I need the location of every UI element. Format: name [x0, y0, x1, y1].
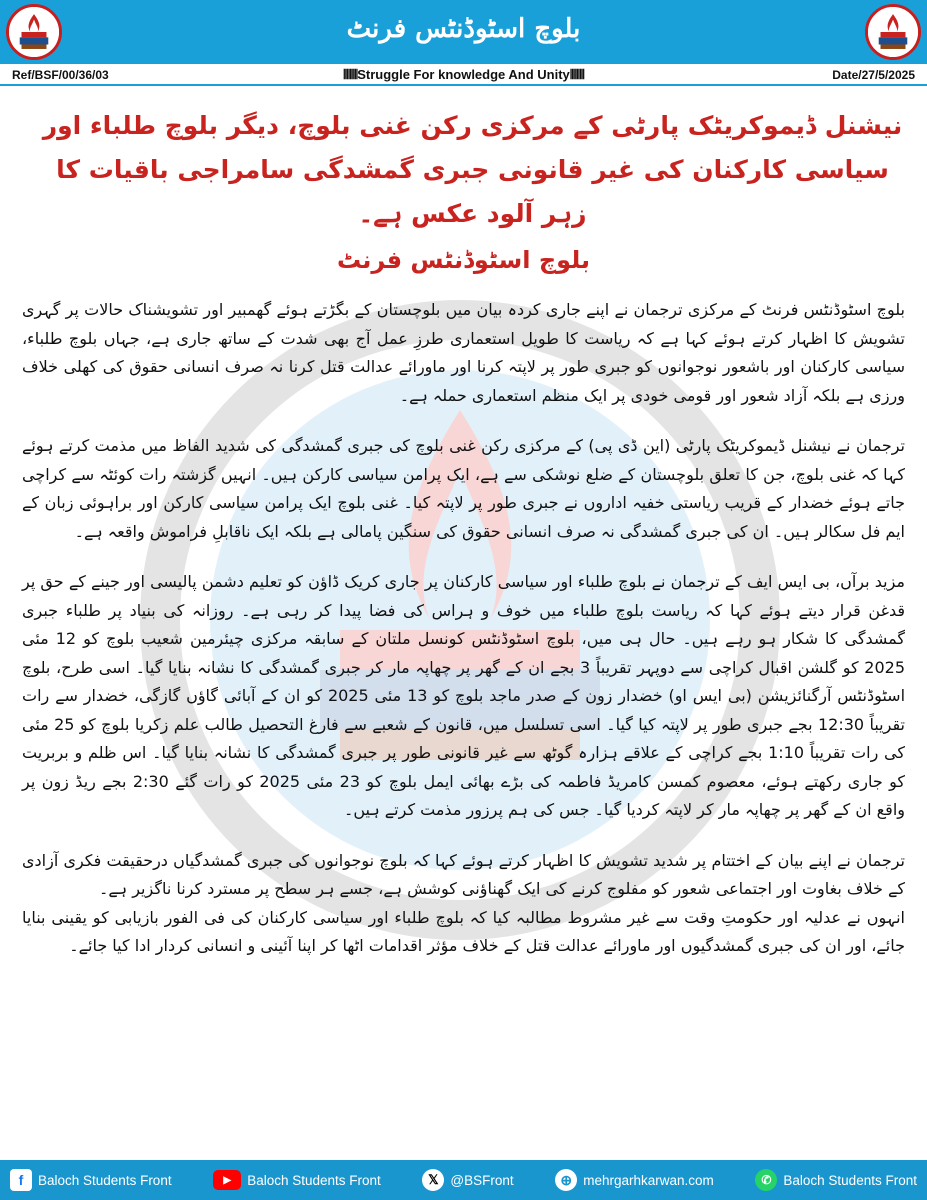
- paragraph-5: انہوں نے عدلیہ اور حکومتِ وقت سے غیر مشروط مطالبہ کیا کہ بلوچ طلباء اور سیاسی کارکنان کی فی الفور بازیابی کو یقینی بنایا جائے، اور ان کی جبری گمشدگیوں اور ماورائے عدالت قتل کے خلاف مؤثر اقدامات اٹھا کر اپنا آئینی و انسانی کردار ادا کیا جائے۔: [22, 907, 905, 955]
- website-link[interactable]: [555, 1169, 714, 1191]
- youtube-icon: ▶: [213, 1170, 241, 1190]
- statement-body: [22, 296, 905, 961]
- reference-bar: [0, 64, 927, 86]
- paragraph-4: ترجمان نے اپنے بیان کے اختتام پر شدید تشویش کا اظہار کرتے ہوئے کہا کہ بلوچ نوجوانوں کی جبری گمشدگیاں درحقیقت فکری آزادی کے خلاف بغاوت اور اجتماعی شعور کو مفلوج کرنے کی ایک گھناؤنی کوشش ہے، جسے ہر سطح پر مسترد کرنا ناگزیر ہے۔: [22, 850, 905, 898]
- subheading: بلوچ اسٹوڈنٹس فرنٹ: [336, 246, 591, 274]
- facebook-icon: f: [10, 1169, 32, 1191]
- paragraph-3: مزید برآں، بی ایس ایف کے ترجمان نے بلوچ طلباء اور سیاسی کارکنان پر جاری کریک ڈاؤن کو تعلیم دشمن پالیسی اور جینے کے حق پر قدغن قرار دیتے ہوئے کہا کہ ریاست بلوچ طلباء میں خوف و ہراس کی فضا پیدا کر رہی ہے۔ روزانہ کی بنیاد پر طلباء جبری گمشدگی کا شکار ہو رہے ہیں۔ حال ہی میں، بلوچ اسٹوڈنٹس کونسل ملتان کے سابقہ مرکزی چیئرمین شعیب بلوچ کو 12 مئی 2025 کو گلشن اقبال کراچی سے دوپہر تقریباً 3 بجے ان کے گھر پر چھاپہ مار کر جبری گمشدگی کا نشانہ بنایا گیا۔ اسی طرح، بلوچ اسٹوڈنٹس آرگنائزیشن (بی ایس او) خضدار زون کے صدر ماجد بلوچ کو 13 مئی 2025 کو ان کے آبائی گاؤں گازگی، خضدار سے رات تقریباً 12:30 بجے جبری طور پر لاپتہ کیا گیا۔ اسی تسلسل میں، قانون کے شعبے سے فارغ التحصیل طالب علم زکریا بلوچ کو 25 مئی کی رات تقریباً 1:10 بجے کراچی کے علاقے ہزارہ گوٹھ سے غیر قانونی طور پر جبری گمشدگی کا نشانہ بنایا گیا۔ اس ظلم و بربریت کو جاری رکھتے ہوئے، معصوم کمسن کامریڈ فاطمہ کی بڑے بھائی ایمل بلوچ کو 23 مئی 2025 کو رات گئے 2:30 بجے ریڈ زون پر واقع ان کے گھر پر چھاپہ مار کر لاپتہ کردیا گیا۔ جس کی ہم پرزور مذمت کرتے ہیں۔: [22, 572, 906, 819]
- website-label: mehrgarhkarwan.com: [583, 1172, 714, 1188]
- document-date: Date/27/5/2025: [832, 68, 915, 82]
- whatsapp-link[interactable]: [755, 1169, 917, 1191]
- x-label: @BSFront: [450, 1172, 514, 1188]
- facebook-link[interactable]: [10, 1169, 172, 1191]
- headline: نیشنل ڈیموکریٹک پارٹی کے مرکزی رکن غنی بلوچ، دیگر بلوچ طلباء اور سیاسی کارکنان کی غیر قانونی جبری گمشدگی سامراجی باقیات کا زہر آلود عکس ہے۔: [42, 111, 903, 228]
- motto: [0, 67, 927, 83]
- header-bar: [0, 0, 927, 64]
- motto-text: Struggle For knowledge And Unity: [357, 67, 570, 82]
- whatsapp-label: Baloch Students Front: [783, 1172, 917, 1188]
- motto-bars-left: ⦀⦀⦀: [343, 67, 358, 82]
- footer-bar: [0, 1160, 927, 1200]
- bsf-logo-right: [865, 4, 921, 60]
- x-icon: 𝕏: [422, 1169, 444, 1191]
- header-title: بلوچ اسٹوڈنٹس فرنٹ: [346, 14, 581, 44]
- youtube-label: Baloch Students Front: [247, 1172, 381, 1188]
- whatsapp-icon: ✆: [755, 1169, 777, 1191]
- paragraph-1: بلوچ اسٹوڈنٹس فرنٹ کے مرکزی ترجمان نے اپنے جاری کردہ بیان میں بلوچستان کے بگڑتے ہوئے گھمبیر اور تشویشناک حالات پر گہری تشویش کا اظہار کرتے ہوئے کہا ہے کہ ریاست کا طویل استعماری طرزِ عمل آج بھی شدت کے ساتھ جاری ہے، جہاں بلوچ طلباء، سیاسی کارکنان اور باشعور نوجوانوں کو جبری طور پر لاپتہ کرنا اور ماورائے عدالت قتل کرنا نہ صرف انسانی حقوق کی کھلی خلاف ورزی ہے بلکہ آزاد شعور اور قومی خودی پر ایک منظم استعماری حملہ ہے۔: [22, 300, 905, 405]
- reference-number: Ref/BSF/00/36/03: [12, 68, 109, 82]
- motto-bars-right: ⦀⦀⦀: [569, 67, 584, 82]
- facebook-label: Baloch Students Front: [38, 1172, 172, 1188]
- paragraph-2: ترجمان نے نیشنل ڈیموکریٹک پارٹی (این ڈی پی) کے مرکزی رکن غنی بلوچ کی جبری گمشدگی کی شدید الفاظ میں مذمت کرتے ہوئے کہا کہ غنی بلوچ، جن کا تعلق بلوچستان کے ضلع نوشکی سے ہے، ایک پرامن سیاسی کارکن ہیں۔ انہیں گزشتہ رات کوئٹہ سے کراچی جاتے ہوئے خضدار کے قریب ریاستی خفیہ اداروں نے جبری طور پر لاپتہ کیا۔ غنی بلوچ ایک پرامن سیاسی کارکن اور براہوئی زبان کے ایم فل سکالر ہیں۔ ان کی جبری گمشدگی نہ صرف انسانی حقوق کی سنگین پامالی ہے بلکہ ایک ناقابلِ فراموش واقعہ ہے۔: [22, 436, 905, 541]
- globe-icon: ⊕: [555, 1169, 577, 1191]
- x-link[interactable]: [422, 1169, 513, 1191]
- youtube-link[interactable]: [213, 1170, 381, 1190]
